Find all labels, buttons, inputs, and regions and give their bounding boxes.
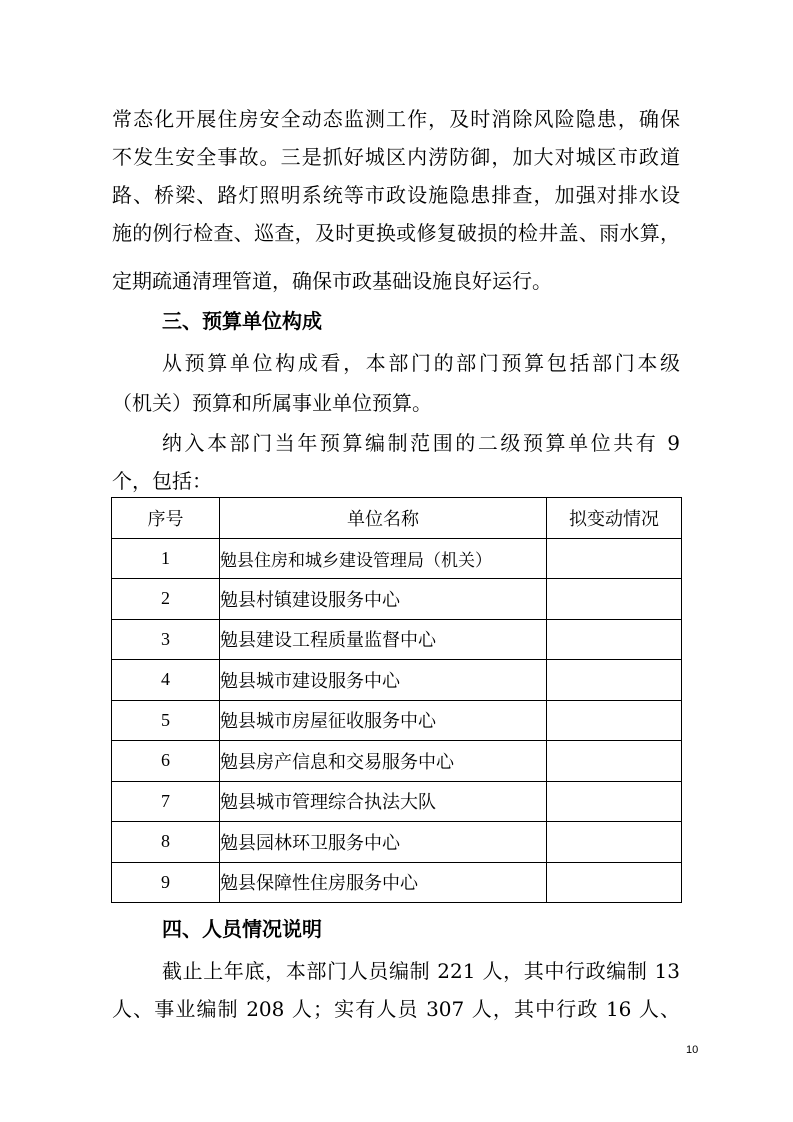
row-index: 5: [112, 700, 220, 741]
row-unit-name: 勉县房产信息和交易服务中心: [220, 741, 547, 782]
row-change: [547, 700, 682, 741]
section3-para1-line1: 从预算单位构成看，本部门的部门预算包括部门本级: [162, 351, 680, 375]
intro-line-3: 路、桥梁、路灯照明系统等市政设施隐患排查，加强对排水设: [112, 183, 680, 207]
row-change: [547, 538, 682, 579]
intro-line-1: 常态化开展住房安全动态监测工作，及时消除风险隐患，确保: [112, 107, 680, 131]
row-unit-name: 勉县园林环卫服务中心: [220, 822, 547, 863]
section3-para1-line2: （机关）预算和所属事业单位预算。: [112, 391, 432, 415]
row-index: 7: [112, 781, 220, 822]
table-row: [112, 538, 682, 579]
budget-units-table: [111, 497, 682, 903]
intro-line-2: 不发生安全事故。三是抓好城区内涝防御，加大对城区市政道: [112, 145, 680, 169]
section3-para2-line2: 个，包括：: [112, 469, 212, 493]
row-index: 9: [112, 862, 220, 903]
section4-line1: 截止上年底，本部门人员编制 221 人，其中行政编制 13: [162, 959, 680, 983]
section4-heading: 四、人员情况说明: [162, 917, 322, 941]
table-row: [112, 619, 682, 660]
table-row: [112, 700, 682, 741]
table-row: [112, 822, 682, 863]
section4-line2: 人、事业编制 208 人；实有人员 307 人，其中行政 16 人、: [112, 997, 680, 1021]
table-row: [112, 660, 682, 701]
row-change: [547, 862, 682, 903]
row-index: 4: [112, 660, 220, 701]
intro-line-5: 定期疏通清理管道，确保市政基础设施良好运行。: [112, 269, 552, 293]
row-change: [547, 781, 682, 822]
row-unit-name: 勉县城市建设服务中心: [220, 660, 547, 701]
row-index: 6: [112, 741, 220, 782]
row-unit-name: 勉县村镇建设服务中心: [220, 579, 547, 620]
table-row: [112, 741, 682, 782]
row-index: 1: [112, 538, 220, 579]
header-index: 序号: [112, 498, 220, 539]
row-unit-name: 勉县保障性住房服务中心: [220, 862, 547, 903]
row-change: [547, 822, 682, 863]
row-index: 8: [112, 822, 220, 863]
table-row: [112, 862, 682, 903]
table-header-row: [112, 498, 682, 539]
intro-line-4: 施的例行检查、巡查，及时更换或修复破损的检井盖、雨水算，: [112, 221, 680, 245]
row-change: [547, 619, 682, 660]
table-row: [112, 579, 682, 620]
section3-para2-line1: 纳入本部门当年预算编制范围的二级预算单位共有 9: [162, 431, 680, 455]
row-unit-name: 勉县城市房屋征收服务中心: [220, 700, 547, 741]
row-unit-name: 勉县建设工程质量监督中心: [220, 619, 547, 660]
header-change: 拟变动情况: [547, 498, 682, 539]
table-row: [112, 781, 682, 822]
row-unit-name: 勉县城市管理综合执法大队: [220, 781, 547, 822]
header-unit-name: 单位名称: [220, 498, 547, 539]
row-index: 2: [112, 579, 220, 620]
page-number: 10: [686, 1044, 699, 1056]
row-change: [547, 660, 682, 701]
row-change: [547, 579, 682, 620]
row-change: [547, 741, 682, 782]
section3-heading: 三、预算单位构成: [162, 309, 322, 333]
row-unit-name: 勉县住房和城乡建设管理局（机关）: [220, 538, 547, 579]
row-index: 3: [112, 619, 220, 660]
